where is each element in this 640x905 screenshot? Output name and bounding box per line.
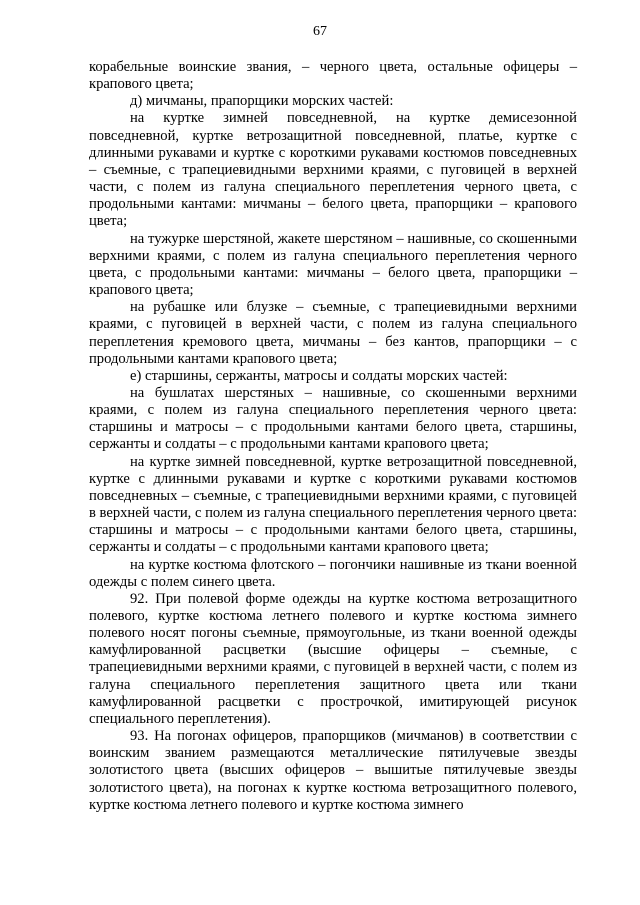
paragraph-item-e-heading: е) старшины, сержанты, матросы и солдаты морских частей: — [130, 367, 508, 384]
paragraph-d-shirt: на рубашке или блузке – съемные, с трапециевидными верхними краями, с пуговицей в верхней части, с полем из галуна специального переплетения кремового цвета, мичманы – без кантов, прапорщики – с продольными кантами крапового цвета; — [89, 299, 577, 367]
paragraph-e-jackets: на куртке зимней повседневной, куртке ветрозащитной повседневной, куртке с длинными рукавами и куртке с короткими рукавами костюмов повседневных – съемные, с трапециевидными верхними краями, с пуговицей в верхней части, с полем из галуна специального переплетения черного цвета: старшины и матросы – с продольными кантами белого цвета, старшины, сержанты и солдаты – с продольными кантами крапового цвета; — [89, 453, 577, 556]
paragraph-d-tunic: на тужурке шерстяной, жакете шерстяном – нашивные, со скошенными верхними краями, с полем из галуна специального переплетения черного цвета, с продольными кантами: мичманы – белого цвета, прапорщики – крапового цвета; — [89, 230, 577, 299]
page-number: 67 — [313, 24, 327, 39]
paragraph-e-fleet-jacket: на куртке костюма флотского – погончики нашивные из ткани военной одежды с полем синего цвета. — [89, 556, 577, 590]
paragraph-92: 92. При полевой форме одежды на куртке костюма ветрозащитного полевого, куртке костюма летнего полевого и куртке костюма зимнего полевого носят погоны съемные, прямоугольные, из ткани военной одежды камуфлированной расцветки (высшие офицеры – съемные, с трапециевидными верхними краями, с пуговицей в верхней части, с полем из галуна специального переплетения защитного цвета или ткани камуфлированной расцветки с прострочкой, имитирующей рисунок специального переплетения). — [89, 590, 577, 727]
document-body — [89, 59, 577, 814]
paragraph-e-peacoat: на бушлатах шерстяных – нашивные, со скошенными верхними краями, с полем из галуна специального переплетения черного цвета: старшины и матросы – с продольными кантами белого цвета, старшины, сержанты и солдаты – с продольными кантами крапового цвета; — [89, 384, 577, 453]
paragraph-93: 93. На погонах офицеров, прапорщиков (мичманов) в соответствии с воинским званием размещаются металлические пятилучевые звезды золотистого цвета (высших офицеров – вышитые пятилучевые звезды золотистого цвета), на погонах к куртке костюма ветрозащитного полевого, куртке костюма летнего полевого и куртке костюма зимнего — [89, 728, 577, 813]
paragraph-continuation: корабельные воинские звания, – черного цвета, остальные офицеры – крапового цвета; — [89, 59, 577, 93]
paragraph-d-jackets: на куртке зимней повседневной, на куртке демисезонной повседневной, куртке ветрозащитной повседневной, платье, куртке с длинными рукавами и куртке с короткими рукавами костюмов повседневных – съемные, с трапециевидными верхними краями, с пуговицей в верхней части, с полем из галуна специального переплетения черного цвета, с продольными кантами: мичманы – белого цвета, прапорщики – крапового цвета; — [89, 110, 577, 230]
paragraph-item-d-heading: д) мичманы, прапорщики морских частей: — [130, 93, 394, 110]
